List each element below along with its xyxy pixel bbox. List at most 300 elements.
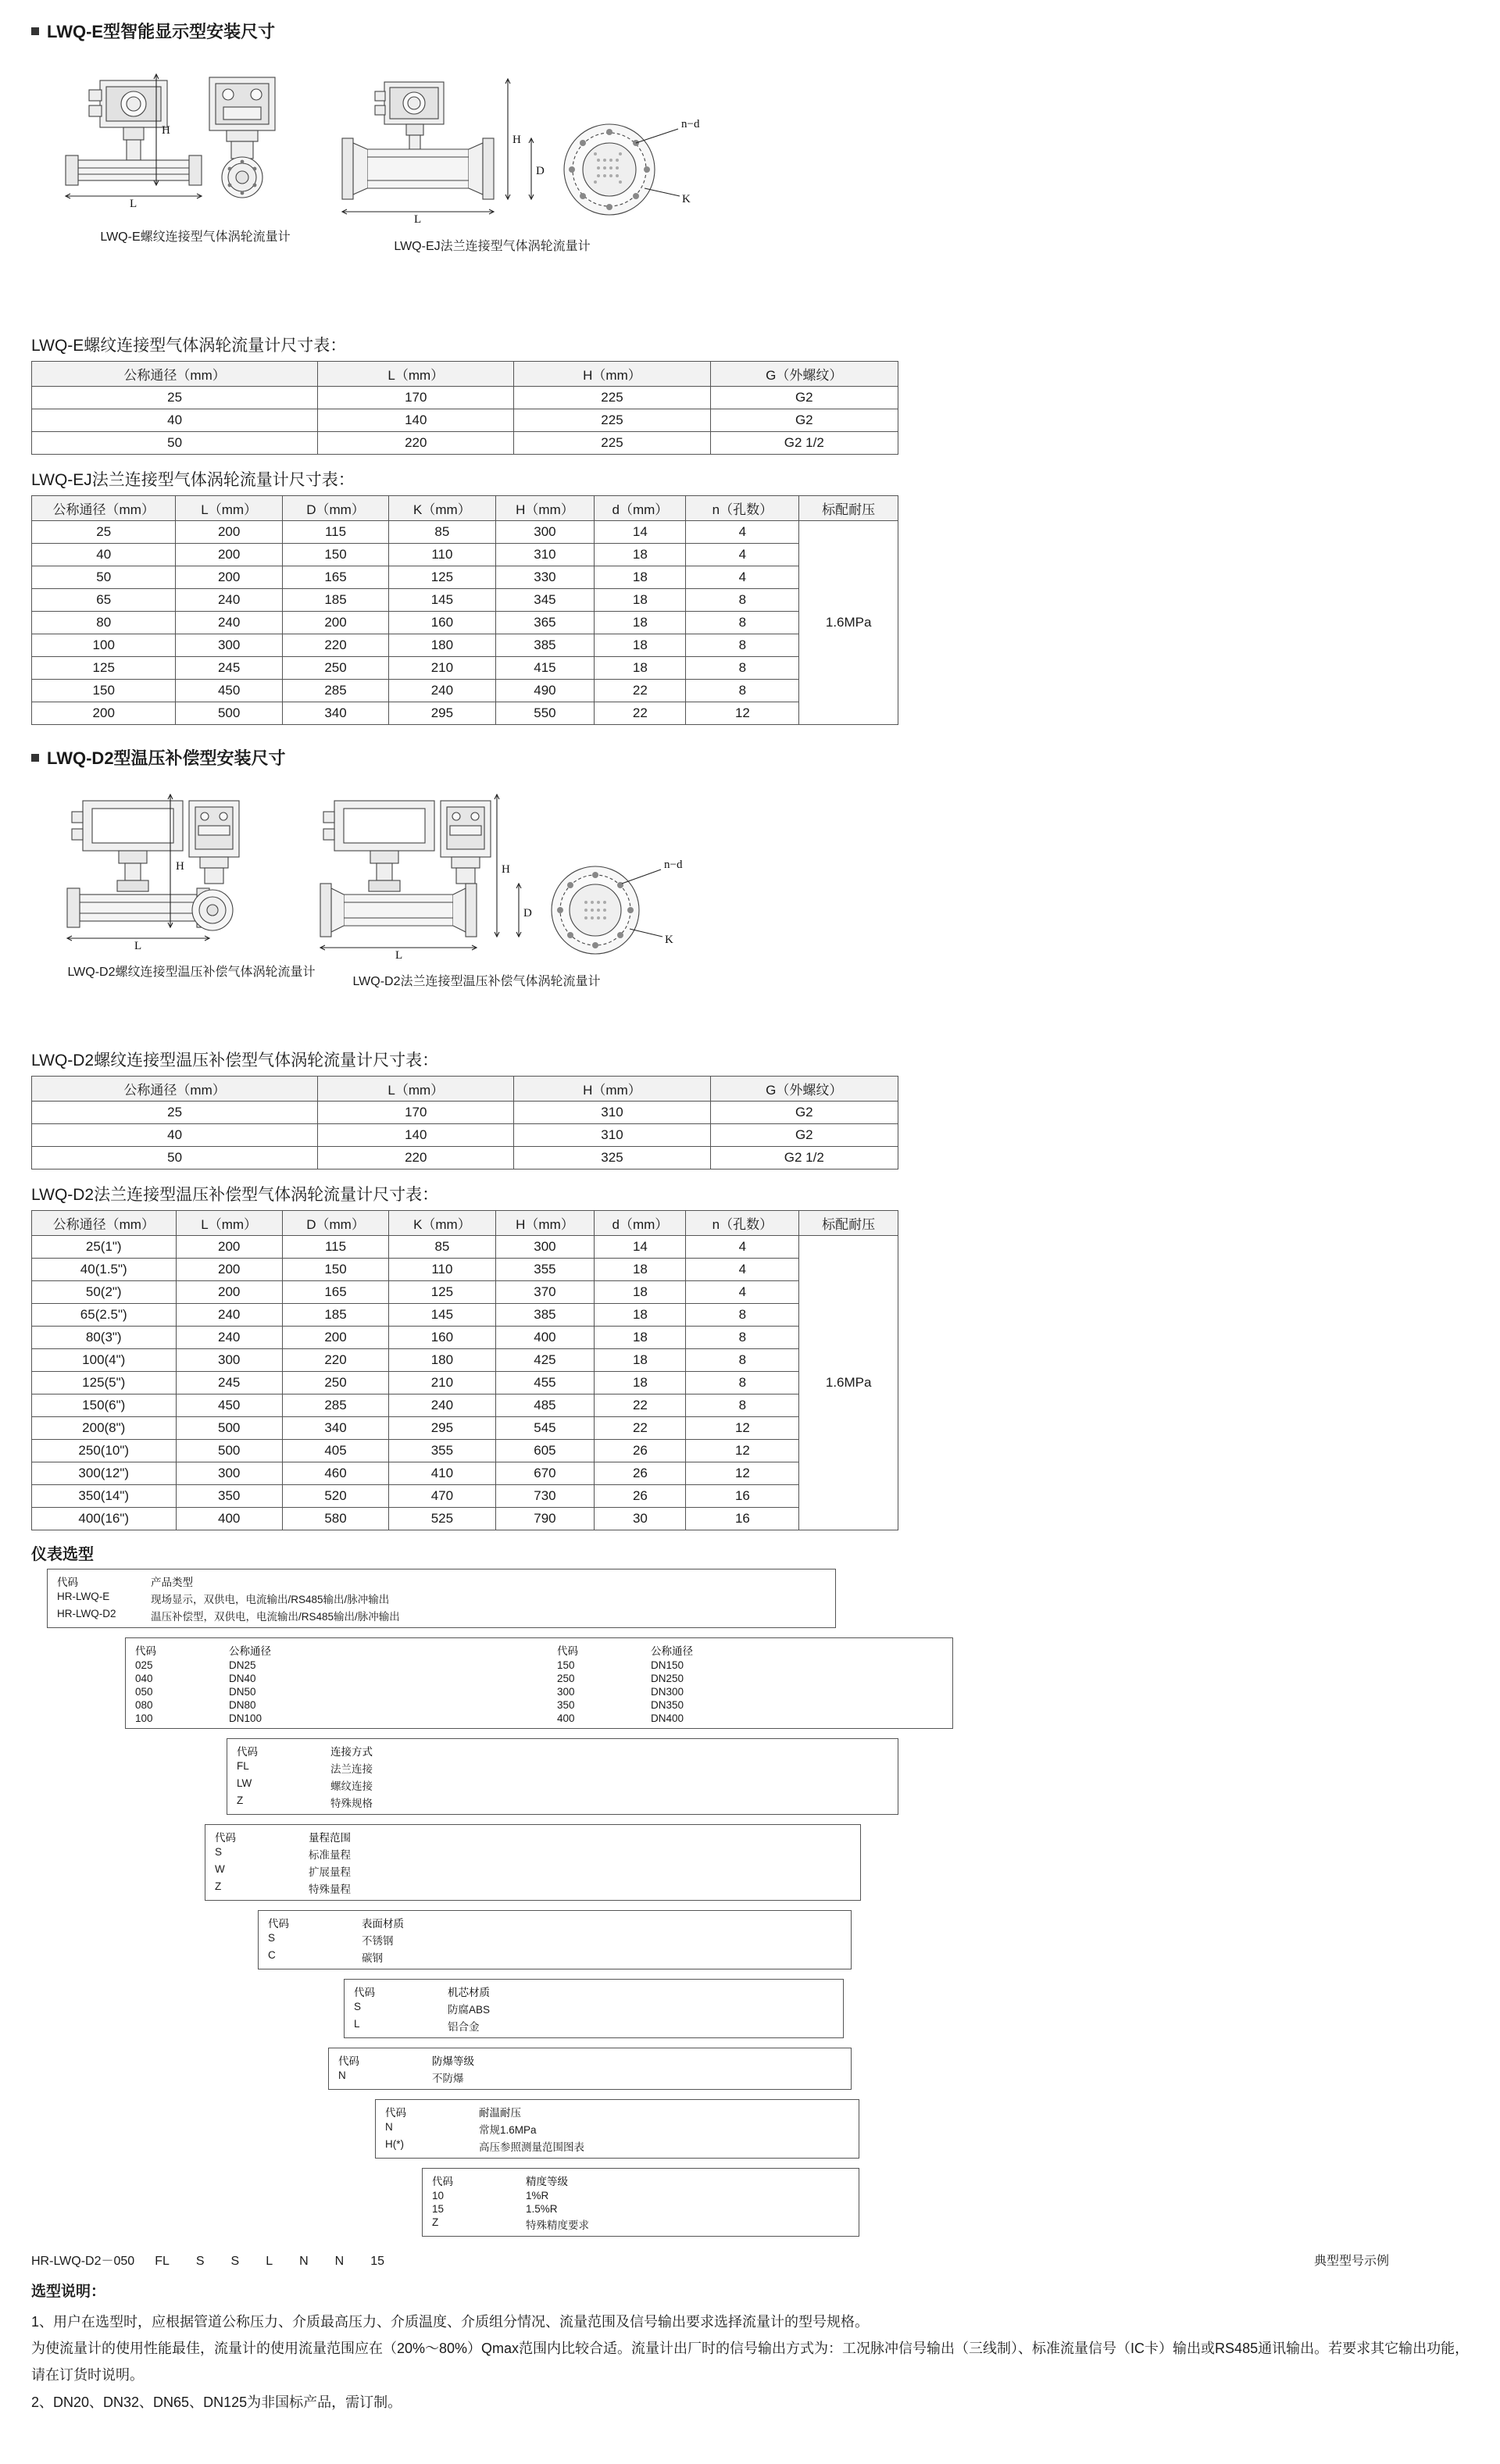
- model-row: [259, 1948, 851, 1966]
- cell: 200: [176, 1259, 282, 1281]
- table-lwq-d2-flange: [31, 1210, 898, 1530]
- table-row: [32, 634, 898, 657]
- bullet-icon: [31, 27, 39, 35]
- model-cell: S: [268, 1932, 276, 1944]
- model-col-header: 代码: [135, 1645, 156, 1657]
- cell: 8: [686, 612, 799, 634]
- cell: 8: [686, 1394, 799, 1417]
- cell: 470: [389, 1485, 495, 1508]
- cell: 225: [514, 409, 710, 432]
- cell: 65(2.5"): [32, 1304, 177, 1327]
- cell: 300: [176, 634, 282, 657]
- cell: 18: [595, 657, 686, 680]
- model-cell: L: [354, 2018, 360, 2030]
- model-col-header: 代码: [432, 2176, 453, 2187]
- cell: 300: [176, 1349, 282, 1372]
- cell: 22: [595, 1394, 686, 1417]
- cell: 12: [686, 1440, 799, 1462]
- cell: 240: [176, 1304, 282, 1327]
- cell: 18: [595, 1259, 686, 1281]
- cell: 355: [389, 1440, 495, 1462]
- model-col-header: 精度等级: [526, 2176, 568, 2187]
- cell: 500: [176, 1417, 282, 1440]
- table-row: [32, 1236, 898, 1259]
- model-cell: Z: [432, 2216, 439, 2228]
- model-cell: 特殊量程: [309, 1884, 351, 1895]
- table-row: [32, 680, 898, 702]
- table-row: [32, 566, 898, 589]
- cell: 170: [318, 387, 514, 409]
- model-cell: 10: [432, 2190, 445, 2202]
- cell: 415: [495, 657, 595, 680]
- example-code-part: S: [230, 2255, 240, 2268]
- cell: 150(6"): [32, 1394, 177, 1417]
- model-block-core-material: [344, 1979, 844, 2038]
- col-header: H（mm）: [514, 362, 710, 387]
- section-heading-text: LWQ-E型智能显示型安装尺寸: [47, 22, 276, 41]
- cell: 340: [282, 1417, 388, 1440]
- cell: 8: [686, 1372, 799, 1394]
- cell: 145: [389, 589, 495, 612]
- model-cell: 碳钢: [362, 1952, 383, 1964]
- model-block-nominal-diameter: [125, 1637, 953, 1729]
- cell: G2: [710, 409, 898, 432]
- cell: G2: [710, 1124, 898, 1147]
- cell: 545: [495, 1417, 595, 1440]
- col-header: 公称通径（mm）: [32, 1211, 177, 1236]
- cell: 125(5"): [32, 1372, 177, 1394]
- model-cell: 螺纹连接: [330, 1780, 373, 1792]
- cell: 50: [32, 566, 176, 589]
- example-model-code: [31, 2251, 1469, 2269]
- model-row: [126, 1659, 952, 1672]
- model-cell: DN50: [229, 1686, 256, 1698]
- svg-text:D: D: [523, 907, 532, 920]
- model-cell: Z: [237, 1794, 244, 1806]
- table-row: [32, 657, 898, 680]
- cell: 300: [495, 521, 595, 544]
- model-row: [205, 1845, 860, 1862]
- cell: 8: [686, 657, 799, 680]
- cell: 250: [282, 657, 388, 680]
- svg-text:K: K: [665, 934, 673, 946]
- model-col-header: 代码: [57, 1577, 78, 1588]
- table-row: [32, 544, 898, 566]
- cell: 730: [495, 1485, 595, 1508]
- model-col-header: 代码: [237, 1746, 258, 1758]
- model-cell: HR-LWQ-E: [57, 1591, 110, 1602]
- table-row: [32, 1259, 898, 1281]
- svg-text:n−d: n−d: [681, 118, 700, 130]
- cell: 350: [176, 1485, 282, 1508]
- model-cell: 不防爆: [432, 2073, 464, 2084]
- cell: 12: [686, 702, 799, 725]
- cell: 240: [176, 612, 282, 634]
- cell: 26: [595, 1440, 686, 1462]
- cell: 400: [176, 1508, 282, 1530]
- cell: 40: [32, 544, 176, 566]
- cell: 8: [686, 589, 799, 612]
- model-cell: S: [354, 2001, 362, 2012]
- cell: 8: [686, 680, 799, 702]
- cell: 100: [32, 634, 176, 657]
- figure-caption-2: LWQ-EJ法兰连接型气体涡轮流量计: [394, 240, 591, 253]
- model-row: [48, 1590, 835, 1607]
- model-row: [423, 2202, 859, 2216]
- bullet-icon: [31, 754, 39, 762]
- table-row: [32, 1102, 898, 1124]
- table-row: [32, 521, 898, 544]
- col-header: 公称通径（mm）: [32, 362, 318, 387]
- cell: 125: [32, 657, 176, 680]
- cell: G2 1/2: [710, 1147, 898, 1170]
- model-col-header: 代码: [354, 1987, 375, 1998]
- table-row: [32, 702, 898, 725]
- cell: 310: [514, 1124, 710, 1147]
- cell: 385: [495, 634, 595, 657]
- cell: 26: [595, 1462, 686, 1485]
- model-cell: 特殊规格: [330, 1798, 373, 1809]
- col-header: L（mm）: [318, 1077, 514, 1102]
- col-header: d（mm）: [595, 1211, 686, 1236]
- cell: 525: [389, 1508, 495, 1530]
- figure-caption-1: LWQ-E螺纹连接型气体涡轮流量计: [100, 230, 291, 244]
- cell: 18: [595, 634, 686, 657]
- col-header: 标配耐压: [799, 496, 898, 521]
- model-col-header: 表面材质: [362, 1918, 404, 1930]
- cell: 85: [389, 521, 495, 544]
- table-row: [32, 1462, 898, 1485]
- cell: G2: [710, 387, 898, 409]
- col-header: D（mm）: [282, 1211, 388, 1236]
- model-cell: 150: [557, 1659, 575, 1671]
- table-title-lwq-d2-threaded: LWQ-D2螺纹连接型温压补偿型气体涡轮流量计尺寸表：: [31, 1052, 439, 1070]
- col-header: 公称通径（mm）: [32, 496, 176, 521]
- cell: 405: [282, 1440, 388, 1462]
- cell: 8: [686, 1327, 799, 1349]
- cell: 18: [595, 1349, 686, 1372]
- model-col-header: 代码: [268, 1918, 289, 1930]
- cell: 580: [282, 1508, 388, 1530]
- cell: G2 1/2: [710, 432, 898, 455]
- model-cell: LW: [237, 1777, 252, 1789]
- model-col-header: 机芯材质: [448, 1987, 490, 1998]
- cell: 185: [282, 589, 388, 612]
- cell: 220: [282, 1349, 388, 1372]
- table-lwq-e-threaded: [31, 361, 898, 455]
- example-code-part: S: [195, 2255, 205, 2268]
- cell: 500: [176, 702, 282, 725]
- cell: 295: [389, 1417, 495, 1440]
- cell: 18: [595, 1372, 686, 1394]
- model-cell: DN250: [651, 1673, 684, 1684]
- cell: 25: [32, 387, 318, 409]
- cell: 115: [282, 1236, 388, 1259]
- note-item: 2、DN20、DN32、DN65、DN125为非国标产品，需订制。: [31, 2394, 402, 2410]
- col-header: H（mm）: [495, 1211, 595, 1236]
- cell: 140: [318, 409, 514, 432]
- col-header: H（mm）: [495, 496, 595, 521]
- model-block-connection-type: [227, 1738, 898, 1815]
- model-cell: DN40: [229, 1673, 256, 1684]
- table-row: [32, 387, 898, 409]
- col-header: n（孔数）: [686, 1211, 799, 1236]
- table-title-lwq-ej-flange: LWQ-EJ法兰连接型气体涡轮流量计尺寸表：: [31, 471, 355, 489]
- section-heading-lwq-e: [31, 19, 1469, 43]
- model-block-explosion-proof: [328, 2048, 852, 2090]
- cell: 65: [32, 589, 176, 612]
- cell: 200(8"): [32, 1417, 177, 1440]
- cell: 245: [176, 1372, 282, 1394]
- cell: 220: [282, 634, 388, 657]
- cell: 4: [686, 1236, 799, 1259]
- cell: 4: [686, 1259, 799, 1281]
- pressure-cell: 1.6MPa: [799, 1236, 898, 1530]
- col-header: n（孔数）: [686, 496, 799, 521]
- table-row: [32, 1327, 898, 1349]
- cell: 150: [282, 544, 388, 566]
- model-row: [205, 1862, 860, 1880]
- example-code-part: FL: [155, 2255, 170, 2268]
- cell: 40: [32, 1124, 318, 1147]
- model-row: [227, 1759, 898, 1777]
- cell: 115: [282, 521, 388, 544]
- model-col-header: 代码: [215, 1832, 236, 1844]
- cell: 8: [686, 634, 799, 657]
- svg-text:L: L: [134, 940, 142, 952]
- table-row: [32, 1440, 898, 1462]
- model-block-pressure-rating: [375, 2099, 859, 2159]
- model-row: [126, 1698, 952, 1712]
- cell: 365: [495, 612, 595, 634]
- model-cell: 250: [557, 1673, 575, 1684]
- cell: 240: [389, 680, 495, 702]
- cell: 355: [495, 1259, 595, 1281]
- example-code-part: L: [266, 2255, 273, 2268]
- cell: 240: [176, 1327, 282, 1349]
- cell: 140: [318, 1124, 514, 1147]
- cell: 14: [595, 1236, 686, 1259]
- model-cell: C: [268, 1949, 276, 1961]
- table-row: [32, 409, 898, 432]
- cell: 520: [282, 1485, 388, 1508]
- cell: 125: [389, 566, 495, 589]
- cell: 325: [514, 1147, 710, 1170]
- cell: 210: [389, 1372, 495, 1394]
- pressure-cell: 1.6MPa: [799, 521, 898, 725]
- cell: 345: [495, 589, 595, 612]
- cell: 220: [318, 1147, 514, 1170]
- model-row: [227, 1794, 898, 1811]
- model-row: [345, 2000, 843, 2017]
- model-col-header: 公称通径: [229, 1645, 271, 1657]
- svg-text:D: D: [536, 165, 545, 177]
- col-header: G（外螺纹）: [710, 1077, 898, 1102]
- cell: 485: [495, 1394, 595, 1417]
- table-row: [32, 1508, 898, 1530]
- svg-text:K: K: [682, 193, 691, 205]
- model-row: [259, 1931, 851, 1948]
- cell: 25: [32, 521, 176, 544]
- cell: 450: [176, 680, 282, 702]
- table-row: [32, 1281, 898, 1304]
- cell: 150: [282, 1259, 388, 1281]
- cell: 80: [32, 612, 176, 634]
- model-block-accuracy-grade: [422, 2168, 859, 2237]
- model-col-header: 代码: [338, 2055, 359, 2067]
- model-cell: 常规1.6MPa: [479, 2124, 537, 2136]
- figure-caption-3: LWQ-D2螺纹连接型温压补偿气体涡轮流量计: [67, 966, 316, 979]
- model-cell: HR-LWQ-D2: [57, 1608, 116, 1619]
- cell: 160: [389, 1327, 495, 1349]
- model-cell: W: [215, 1863, 225, 1875]
- cell: 200: [176, 1281, 282, 1304]
- model-cell: N: [338, 2069, 346, 2081]
- model-cell: 400: [557, 1712, 575, 1724]
- table-lwq-d2-threaded: [31, 1076, 898, 1170]
- cell: 200: [176, 566, 282, 589]
- cell: 450: [176, 1394, 282, 1417]
- svg-text:H: H: [502, 863, 510, 876]
- cell: 425: [495, 1349, 595, 1372]
- model-cell: 025: [135, 1659, 153, 1671]
- model-cell: H(*): [385, 2138, 404, 2150]
- cell: 200: [282, 1327, 388, 1349]
- table-row: [32, 1485, 898, 1508]
- svg-text:n−d: n−d: [664, 859, 683, 871]
- model-cell: DN100: [229, 1712, 262, 1724]
- svg-text:H: H: [512, 134, 521, 146]
- cell: 170: [318, 1102, 514, 1124]
- cell: 110: [389, 544, 495, 566]
- cell: 790: [495, 1508, 595, 1530]
- model-col-header: 防爆等级: [432, 2055, 474, 2067]
- model-col-header: 公称通径: [651, 1645, 693, 1657]
- col-header: 标配耐压: [799, 1211, 898, 1236]
- table-row: [32, 1349, 898, 1372]
- cell: 385: [495, 1304, 595, 1327]
- cell: 200: [32, 702, 176, 725]
- model-row: [48, 1607, 835, 1624]
- col-header: K（mm）: [389, 496, 495, 521]
- cell: 310: [495, 544, 595, 566]
- cell: 250(10"): [32, 1440, 177, 1462]
- cell: 100(4"): [32, 1349, 177, 1372]
- cell: 4: [686, 544, 799, 566]
- model-cell: S: [215, 1846, 223, 1858]
- col-header: d（mm）: [595, 496, 686, 521]
- model-col-header: 量程范围: [309, 1832, 351, 1844]
- model-row: [376, 2120, 859, 2137]
- cell: 350(14"): [32, 1485, 177, 1508]
- model-row: [126, 1672, 952, 1685]
- cell: 4: [686, 521, 799, 544]
- cell: 240: [389, 1394, 495, 1417]
- cell: 295: [389, 702, 495, 725]
- cell: 18: [595, 589, 686, 612]
- cell: 240: [176, 589, 282, 612]
- cell: 26: [595, 1485, 686, 1508]
- col-header: L（mm）: [176, 1211, 282, 1236]
- table-row: [32, 1147, 898, 1170]
- model-col-header: 代码: [385, 2107, 406, 2119]
- model-row: [205, 1880, 860, 1897]
- table-lwq-ej-flange: [31, 495, 898, 725]
- model-cell: 040: [135, 1673, 153, 1684]
- model-block-surface-material: [258, 1910, 852, 1969]
- cell: 25: [32, 1102, 318, 1124]
- table-row: [32, 432, 898, 455]
- cell: 14: [595, 521, 686, 544]
- table-row: [32, 1304, 898, 1327]
- cell: 370: [495, 1281, 595, 1304]
- cell: 210: [389, 657, 495, 680]
- model-col-header: 代码: [557, 1645, 578, 1657]
- cell: 200: [176, 521, 282, 544]
- cell: 410: [389, 1462, 495, 1485]
- model-col-header: 耐温耐压: [479, 2107, 521, 2119]
- figure-lwq-e-drawings: [31, 51, 898, 320]
- model-row: [126, 1685, 952, 1698]
- cell: 4: [686, 566, 799, 589]
- cell: 110: [389, 1259, 495, 1281]
- section-heading-text: LWQ-D2型温压补偿型安装尺寸: [47, 748, 286, 768]
- example-code-part: N: [334, 2255, 345, 2268]
- model-row: [423, 2189, 859, 2202]
- cell: 300: [176, 1462, 282, 1485]
- cell: 285: [282, 1394, 388, 1417]
- svg-text:L: L: [130, 198, 138, 210]
- cell: 12: [686, 1417, 799, 1440]
- cell: 225: [514, 387, 710, 409]
- model-cell: DN400: [651, 1712, 684, 1724]
- notes-title: 选型说明：: [31, 2284, 106, 2300]
- cell: 18: [595, 612, 686, 634]
- table-row: [32, 612, 898, 634]
- cell: 455: [495, 1372, 595, 1394]
- model-cell: 温压补偿型，双供电，电流输出/RS485输出/脉冲输出: [151, 1611, 400, 1623]
- cell: 18: [595, 1304, 686, 1327]
- model-cell: DN150: [651, 1659, 684, 1671]
- model-selection-title: 仪表选型: [31, 1546, 94, 1563]
- cell: 16: [686, 1508, 799, 1530]
- cell: 18: [595, 544, 686, 566]
- model-cell: 现场显示，双供电，电流输出/RS485输出/脉冲输出: [151, 1594, 390, 1605]
- cell: 50(2"): [32, 1281, 177, 1304]
- svg-text:L: L: [414, 213, 422, 226]
- cell: 300(12"): [32, 1462, 177, 1485]
- cell: 18: [595, 1281, 686, 1304]
- example-code-part: N: [299, 2255, 309, 2268]
- model-row: [376, 2137, 859, 2155]
- cell: 150: [32, 680, 176, 702]
- example-label: 典型型号示例: [1313, 2255, 1389, 2268]
- col-header: G（外螺纹）: [710, 362, 898, 387]
- cell: 22: [595, 680, 686, 702]
- model-cell: 防腐ABS: [448, 2004, 491, 2016]
- model-cell: 080: [135, 1699, 153, 1711]
- table-row: [32, 1394, 898, 1417]
- model-cell: 不锈钢: [362, 1935, 394, 1947]
- cell: 330: [495, 566, 595, 589]
- cell: 180: [389, 634, 495, 657]
- model-row: [126, 1712, 952, 1725]
- cell: 50: [32, 1147, 318, 1170]
- model-row: [345, 2017, 843, 2034]
- cell: 220: [318, 432, 514, 455]
- model-cell: 1%R: [526, 2190, 549, 2202]
- cell: 200: [176, 544, 282, 566]
